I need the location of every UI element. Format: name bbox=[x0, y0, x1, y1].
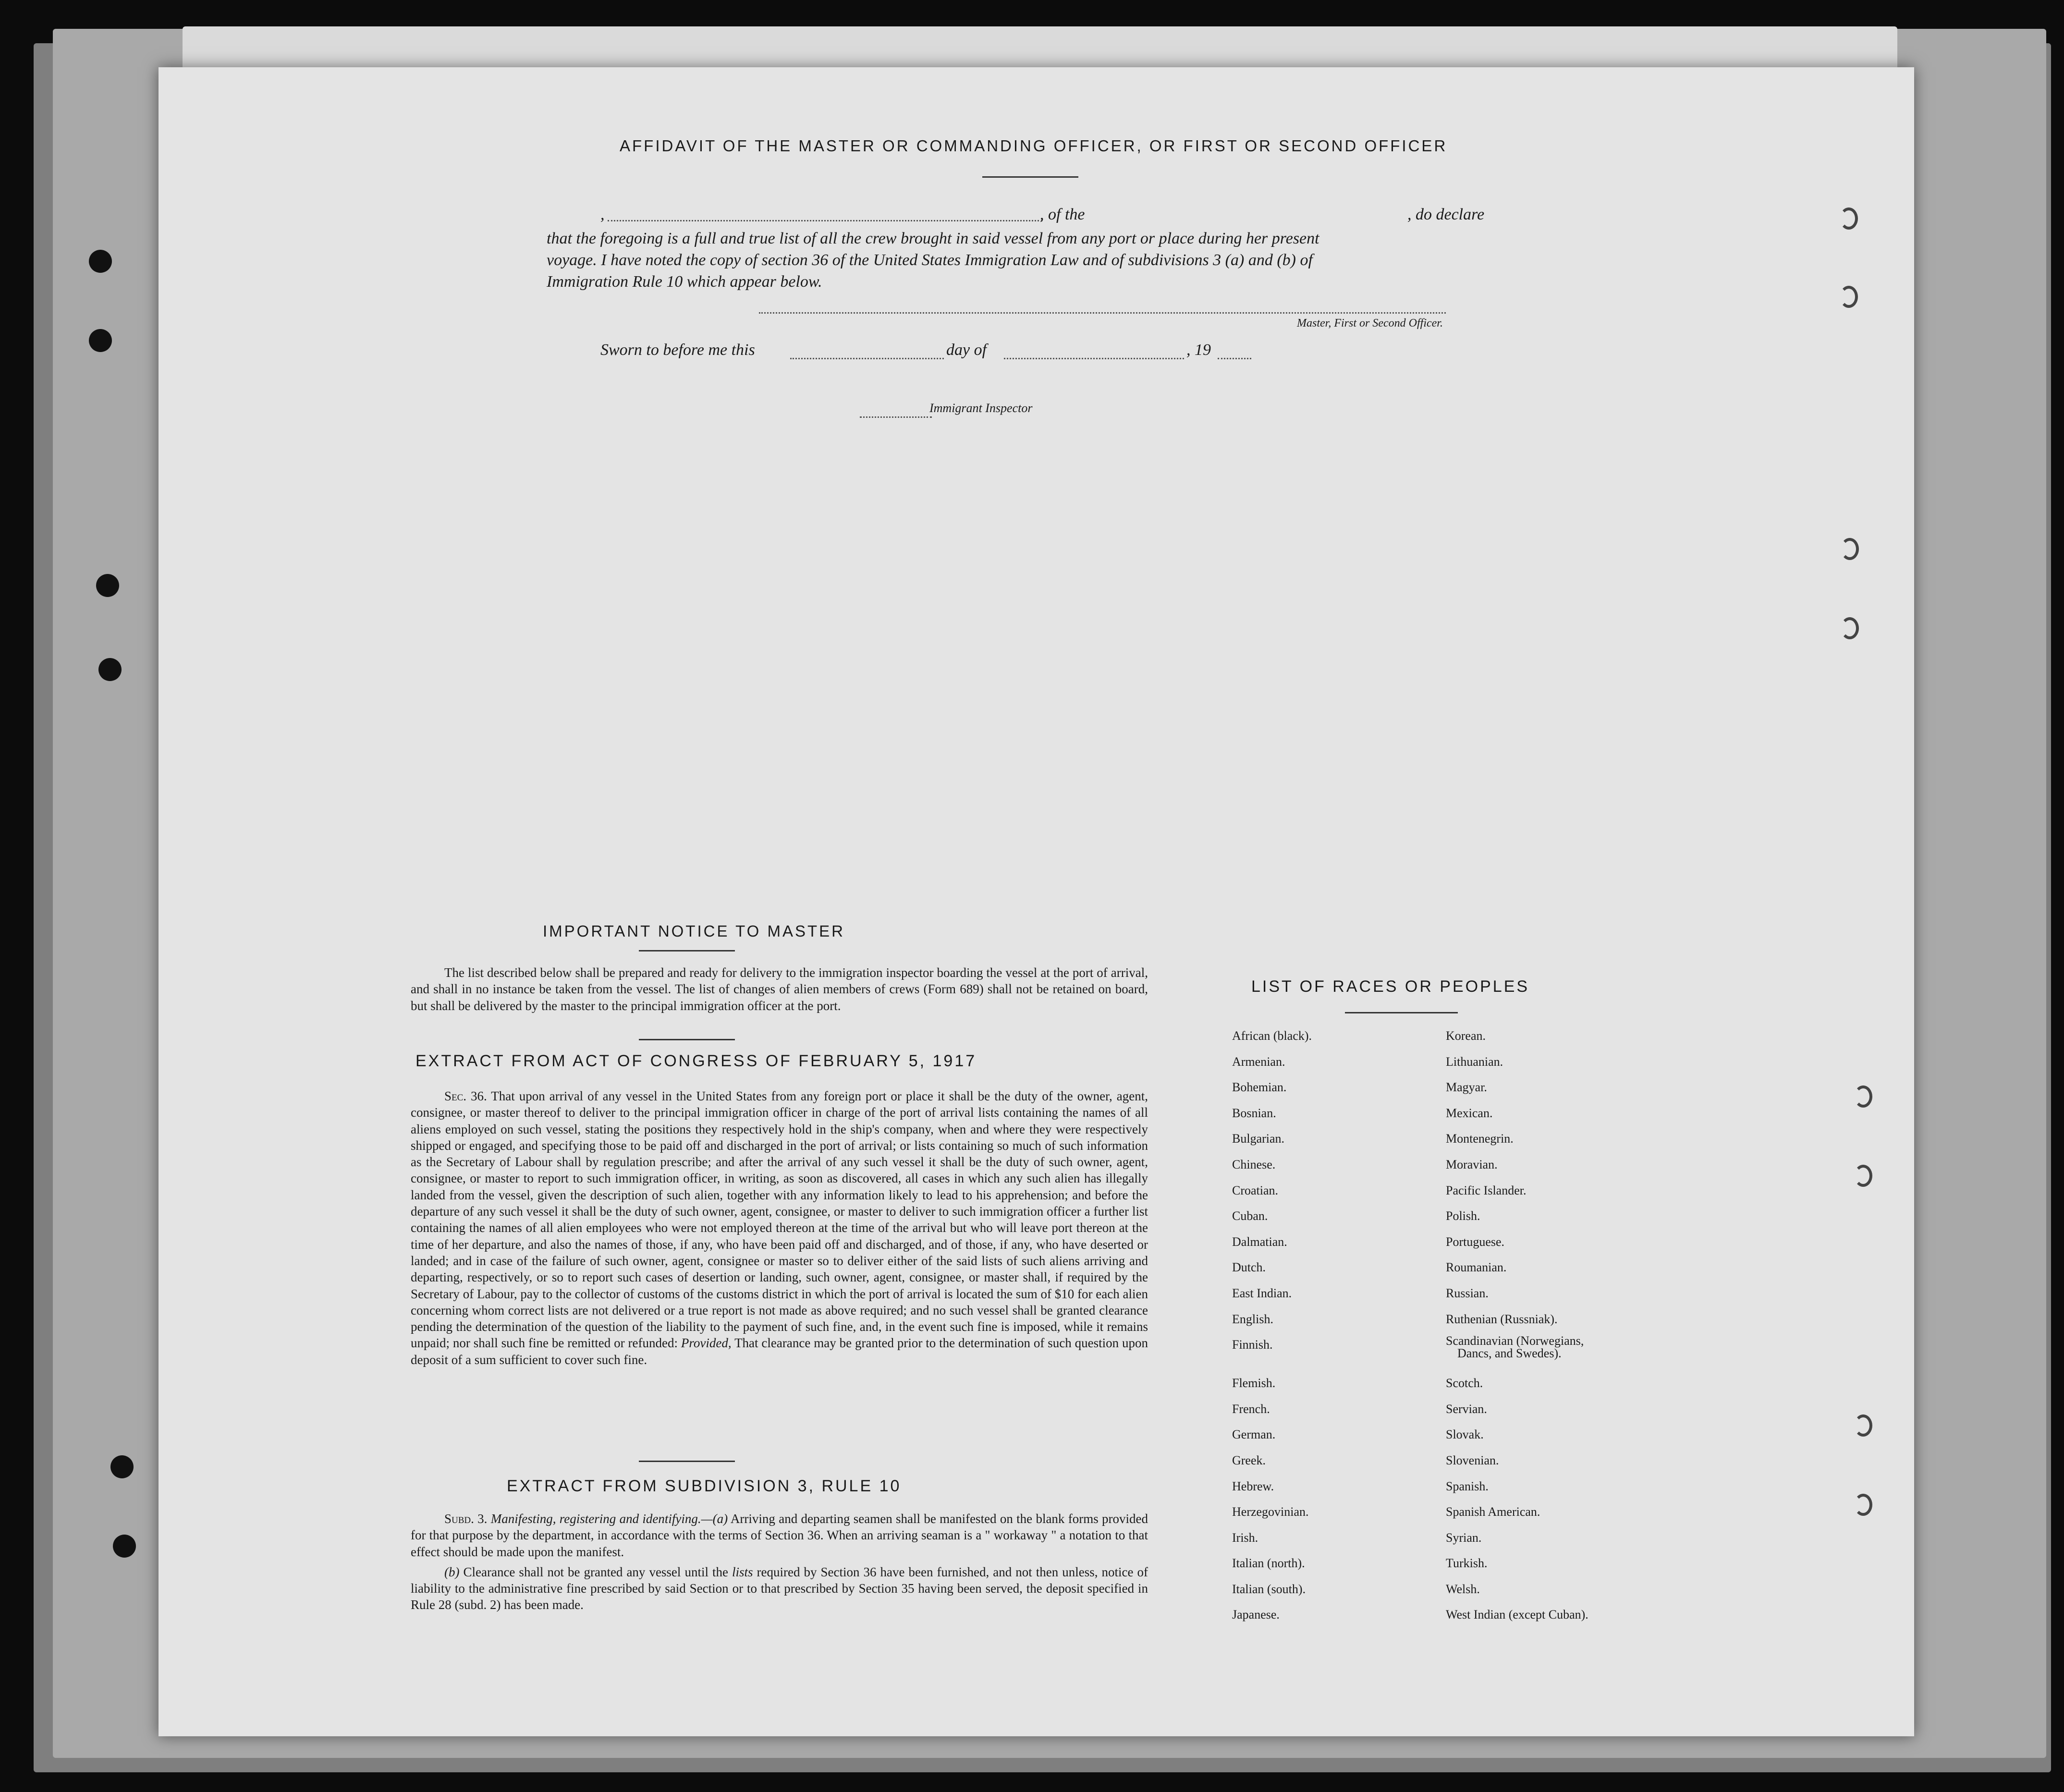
race-item-multiline bbox=[1446, 1332, 1588, 1370]
race-item: Lithuanian. bbox=[1446, 1054, 1503, 1069]
race-item: Servian. bbox=[1446, 1402, 1487, 1416]
binder-hole bbox=[89, 329, 112, 352]
race-item: Croatian. bbox=[1232, 1183, 1279, 1197]
declare-of-the: , of the bbox=[1040, 206, 1085, 223]
binder-hole bbox=[110, 1455, 134, 1478]
race-item: Slovenian. bbox=[1446, 1453, 1499, 1467]
race-item: Mexican. bbox=[1446, 1106, 1493, 1120]
race-item: Flemish. bbox=[1232, 1376, 1276, 1390]
race-item: Syrian. bbox=[1446, 1530, 1482, 1545]
race-item: West Indian (except Cuban). bbox=[1446, 1608, 1588, 1622]
sworn-day-line bbox=[790, 358, 944, 359]
race-item: Dalmatian. bbox=[1232, 1234, 1287, 1249]
race-item: Italian (south). bbox=[1232, 1582, 1306, 1596]
punch-ring bbox=[1854, 1085, 1872, 1108]
race-item: Turkish. bbox=[1446, 1556, 1488, 1571]
race-item: Moravian. bbox=[1446, 1157, 1498, 1171]
races-left-column bbox=[1232, 1023, 1312, 1628]
sworn-prefix: Sworn to before me this bbox=[600, 341, 755, 359]
binder-hole bbox=[113, 1535, 136, 1558]
binder-hole bbox=[89, 250, 112, 273]
race-item: Cuban. bbox=[1232, 1209, 1268, 1223]
rule-subd-b-text-2: required by Section 36 have been furnished, and not then unless, notice of liability to the administrative fine prescribed by said Section or to that prescribed by Section 35 having been served, the deposit specified in Rule 28 (subd. 2) has been made. bbox=[411, 1564, 1148, 1612]
race-item: Polish. bbox=[1446, 1209, 1480, 1223]
affidavit-line: that the foregoing is a full and true list of all the crew brought in said vessel from any port or place during her present bbox=[547, 230, 1319, 247]
notice-text: The list described below shall be prepared and ready for delivery to the immigration inspector boarding the vessel at the port of arrival, and shall in no instance be taken from the vessel. The list of changes of alien members of crews (Form 689) shall not be retained on board, but shall be delivered by the master to the principal immigration officer at the port. bbox=[411, 965, 1148, 1013]
race-item: Armenian. bbox=[1232, 1054, 1285, 1069]
race-item: Spanish American. bbox=[1446, 1505, 1540, 1519]
punch-ring bbox=[1854, 1165, 1872, 1187]
race-item: Korean. bbox=[1446, 1029, 1486, 1043]
races-right-column bbox=[1446, 1023, 1588, 1628]
race-item: East Indian. bbox=[1232, 1286, 1292, 1300]
race-item: Greek. bbox=[1232, 1453, 1266, 1467]
act-section-text bbox=[411, 1088, 1148, 1368]
act-proviso-text: That clearance may be granted prior to the determination of such question upon deposit of a sum sufficient to cover such fine. bbox=[411, 1336, 1148, 1367]
race-item: Roumanian. bbox=[1446, 1260, 1507, 1275]
rule-subd-label: Subd. 3. bbox=[444, 1512, 488, 1526]
act-section-body: That upon arrival of any vessel in the United States from any foreign port or place it shall be the duty of the owner, agent, consignee, or master thereof to deliver to the principal immigration officer in charge of the port of arrival lists containing the names of all aliens employed on such vessel, stating the positions they respectively hold in the ship's company, when and where they were respectively shipped or engaged, and specifying those to be paid off and discharged in the port of arrival; or lists containing so much of such information as the Secretary of Labour shall by regulation prescribe; and after the arrival of any such vessel it shall be the duty of such owner, agent, consignee, or master to report to such immigration officer, in writing, as soon as discovered, all cases in which any such alien has illegally landed from the vessel, given the description of such alien, together with any information likely to lead to his apprehension; and before the departure of any such vessel it shall be the duty of such owner, agent, consignee, or master to deliver to such immigration officer a further list containing the names of all alien employees who were not employed thereon at the time of the arrival but who will leave port thereon at the time of her departure, and also the names of those, if any, who have been paid off and discharged, and of those, if any, who have deserted or landed; and in case of the failure of such owner, agent, consignee or master so to deliver either of the said lists of such aliens arriving and departing, respectively, or so to report such cases of desertion or landing, such owner, agent, consignee, or master shall, if required by the Secretary of Labour, pay to the collector of customs of the customs district in which the port of arrival is located the sum of $10 for each alien concerning whom correct lists are not delivered or a true report is not made as above required; and no such vessel shall be granted clearance pending the determination of the question of the liability to the payment of such fine, and, in the event such fine is imposed, while it remains unpaid; nor shall such fine be remitted or refunded: bbox=[411, 1089, 1148, 1351]
punch-ring bbox=[1840, 286, 1858, 308]
officer-signature-line bbox=[759, 312, 1446, 314]
race-item: Scandinavian (Norwegians, bbox=[1446, 1334, 1584, 1348]
rule-subd-b-label: (b) bbox=[444, 1564, 460, 1579]
act-proviso-label: Provided, bbox=[681, 1336, 732, 1351]
rule-subd-a-text: Arriving and departing seamen shall be manifested on the blank forms provided for that purpose by the department, in accordance with the terms of Section 36. When an arriving seaman is a " workaway " a notation to that effect should be made upon the manifest. bbox=[411, 1512, 1148, 1559]
race-item: Scotch. bbox=[1446, 1376, 1483, 1390]
rule-extract-body bbox=[411, 1511, 1148, 1613]
sworn-year-line bbox=[1218, 358, 1251, 359]
race-item: African (black). bbox=[1232, 1029, 1312, 1043]
rule-subd-b bbox=[411, 1564, 1148, 1613]
notice-body bbox=[411, 964, 1148, 1014]
affidavit-title-rule bbox=[982, 176, 1078, 178]
sworn-year: , 19 bbox=[1186, 341, 1211, 359]
race-item: Ruthenian (Russniak). bbox=[1446, 1312, 1558, 1326]
notice-title: IMPORTANT NOTICE TO MASTER bbox=[543, 922, 845, 940]
officer-name-line bbox=[608, 220, 1042, 221]
act-section-label: Sec. 36. bbox=[444, 1089, 487, 1103]
punch-ring bbox=[1841, 617, 1859, 639]
inspector-caption: Immigrant Inspector bbox=[929, 401, 1033, 415]
races-title-rule bbox=[1345, 1012, 1458, 1013]
inspector-signature-line bbox=[860, 416, 932, 418]
punch-ring bbox=[1840, 207, 1858, 230]
race-item: Russian. bbox=[1446, 1286, 1489, 1300]
rule-subd-heading: Manifesting, registering and identifying.—(a) bbox=[490, 1512, 728, 1526]
punch-ring bbox=[1854, 1494, 1872, 1516]
race-item: Bulgarian. bbox=[1232, 1132, 1285, 1146]
sworn-month-line bbox=[1004, 358, 1184, 359]
rule-extract-title: EXTRACT FROM SUBDIVISION 3, RULE 10 bbox=[507, 1477, 902, 1495]
race-item: Slovak. bbox=[1446, 1427, 1484, 1442]
act-end-rule bbox=[639, 1461, 735, 1462]
race-item: Hebrew. bbox=[1232, 1479, 1274, 1493]
punch-ring bbox=[1841, 538, 1859, 560]
binder-hole bbox=[98, 658, 122, 681]
notice-title-rule bbox=[639, 950, 735, 951]
punch-ring bbox=[1854, 1414, 1872, 1437]
race-item: Dutch. bbox=[1232, 1260, 1266, 1275]
race-item: German. bbox=[1232, 1427, 1276, 1442]
race-item: Chinese. bbox=[1232, 1157, 1276, 1171]
manifest-page bbox=[159, 67, 1914, 1736]
binder-hole bbox=[96, 574, 119, 597]
rule-subd-a bbox=[411, 1511, 1148, 1560]
act-extract-body bbox=[411, 1088, 1148, 1368]
declare-comma: , bbox=[600, 206, 605, 223]
race-item: Irish. bbox=[1232, 1530, 1258, 1545]
race-item: Bosnian. bbox=[1232, 1106, 1276, 1120]
race-item: Portuguese. bbox=[1446, 1234, 1505, 1249]
race-item: French. bbox=[1232, 1402, 1270, 1416]
act-extract-title: EXTRACT FROM ACT OF CONGRESS OF FEBRUARY 5, 1917 bbox=[415, 1052, 977, 1070]
race-item: Magyar. bbox=[1446, 1080, 1487, 1095]
race-item: Pacific Islander. bbox=[1446, 1183, 1527, 1197]
notice-end-rule bbox=[639, 1039, 735, 1040]
race-item: Bohemian. bbox=[1232, 1080, 1287, 1095]
race-item: Italian (north). bbox=[1232, 1556, 1305, 1571]
rule-subd-b-text-1: Clearance shall not be granted any vessel until the bbox=[463, 1564, 728, 1579]
races-title: LIST OF RACES OR PEOPLES bbox=[1251, 977, 1530, 996]
rule-subd-b-lists: lists bbox=[732, 1564, 753, 1579]
race-item: Herzegovinian. bbox=[1232, 1505, 1309, 1519]
declare-do-declare: , do declare bbox=[1407, 206, 1485, 223]
signature-caption: Master, First or Second Officer. bbox=[1297, 317, 1443, 329]
affidavit-line: Immigration Rule 10 which appear below. bbox=[547, 273, 822, 291]
race-item: Japanese. bbox=[1232, 1608, 1280, 1622]
race-item: English. bbox=[1232, 1312, 1273, 1326]
sworn-day-of: day of bbox=[946, 341, 987, 359]
race-item: Finnish. bbox=[1232, 1338, 1273, 1352]
affidavit-title: AFFIDAVIT OF THE MASTER OR COMMANDING OFFICER, OR FIRST OR SECOND OFFICER bbox=[620, 137, 1448, 155]
affidavit-line: voyage. I have noted the copy of section 36 of the United States Immigration Law and of subdivisions 3 (a) and (b) of bbox=[547, 251, 1313, 269]
race-item: Welsh. bbox=[1446, 1582, 1480, 1596]
race-item: Montenegrin. bbox=[1446, 1132, 1514, 1146]
race-item: Dancs, and Swedes). bbox=[1457, 1346, 1562, 1361]
race-item: Spanish. bbox=[1446, 1479, 1489, 1493]
